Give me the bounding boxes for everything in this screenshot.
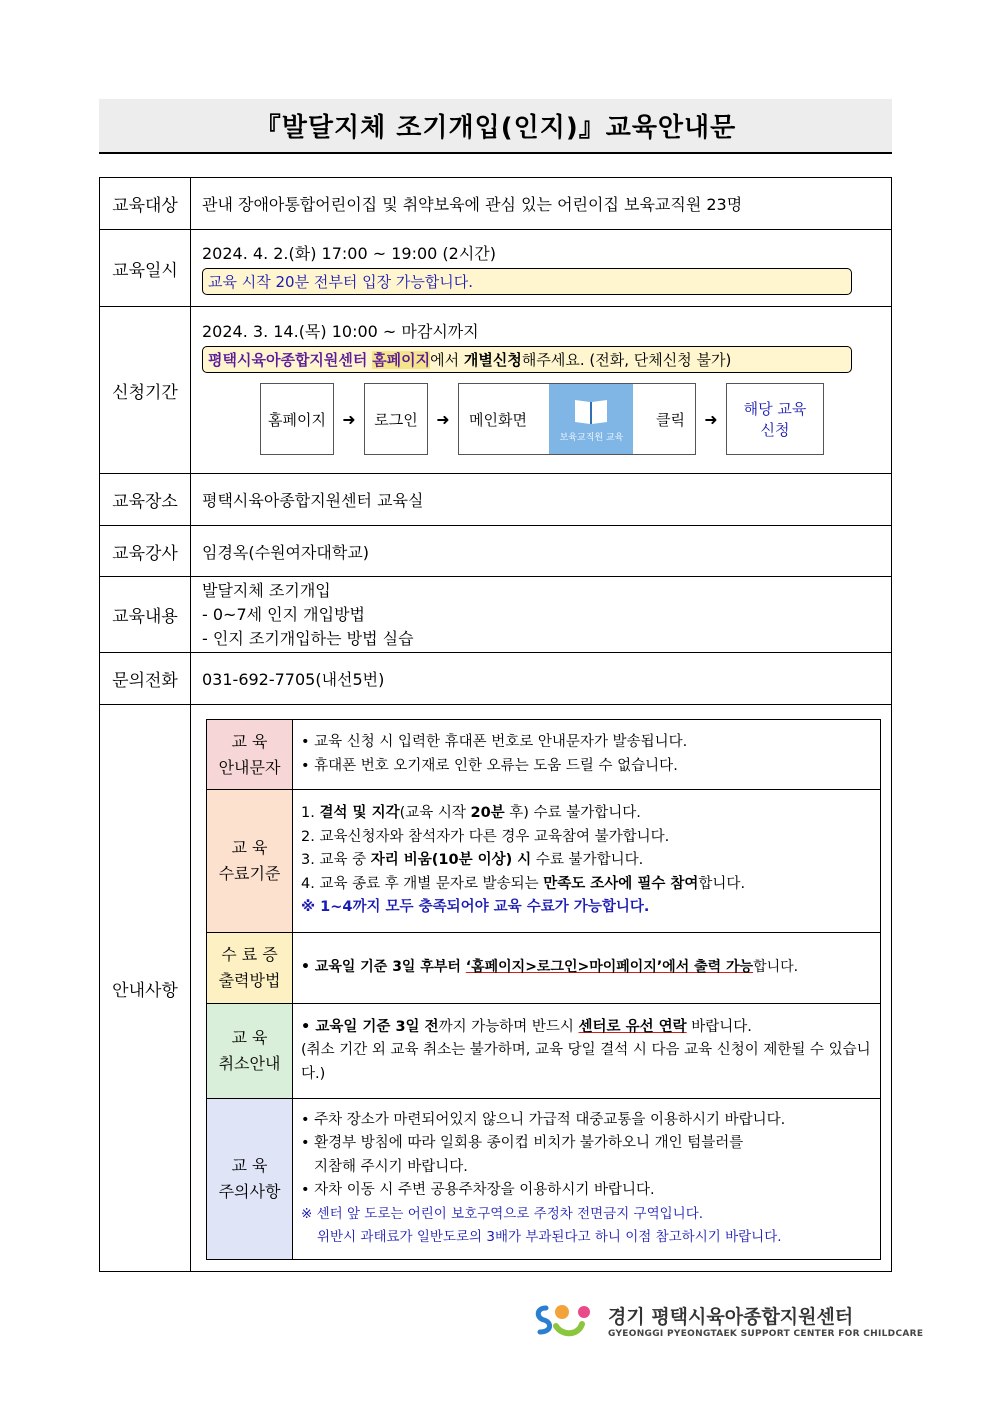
date-note: 교육 시작 20분 전부터 입장 가능합니다. — [202, 268, 852, 295]
value-date: 2024. 4. 2.(화) 17:00 ~ 19:00 (2시간) — [202, 244, 496, 263]
label-apply: 신청기간 — [100, 307, 191, 473]
value-target: 관내 장애아통합어린이집 및 취약보육에 관심 있는 어린이집 보육교직원 23명 — [202, 195, 743, 214]
content-line: - 0~7세 인지 개입방법 — [202, 604, 365, 624]
value-phone: 031-692-7705(내선5번) — [202, 670, 385, 689]
value-lecturer: 임경옥(수원여자대학교) — [202, 542, 370, 562]
label-target: 교육대상 — [100, 178, 191, 229]
label-date: 교육일시 — [100, 230, 191, 306]
step-login: 로그인 — [364, 383, 428, 455]
arrow-icon: ➜ — [436, 409, 450, 429]
row-target — [100, 178, 891, 230]
notice-criteria: 교 육 수료기준 1. 결석 및 지각(교육 시작 20분 후) 수료 불가합니다. 2. 교육신청자와 참석자가 다른 경우 교육참여 불가합니다. 3. 교육 중 자리 비움(10분 이상) 시 수료 불가합니다. 4. 교육 종료 후 개별 문자로 발송되는 만족도 조사에 필수 참여합니다. ※ 1~4까지 모두 충족되어야 교육 수료가 가능합니다. — [207, 790, 880, 933]
row-phone — [100, 653, 891, 705]
notice-sms: 교 육 안내문자 • 교육 신청 시 입력한 휴대폰 번호로 안내문자가 발송됩니다. • 휴대폰 번호 오기재로 인한 오류는 도움 드릴 수 없습니다. — [207, 720, 880, 790]
label-notice: 안내사항 — [100, 705, 191, 1271]
value-place: 평택시육아종합지원센터 교육실 — [202, 491, 424, 510]
apply-steps — [260, 383, 880, 455]
label-content: 교육내용 — [100, 577, 191, 652]
label-lecturer: 교육강사 — [100, 526, 191, 576]
content-line: 발달지체 조기개입 — [202, 580, 331, 600]
row-apply — [100, 307, 891, 474]
arrow-icon: ➜ — [704, 409, 718, 429]
label-place: 교육장소 — [100, 474, 191, 525]
content-line: - 인지 조기개입하는 방법 실습 — [202, 628, 414, 648]
open-book-icon — [573, 396, 609, 426]
apply-note: 평택시육아종합지원센터 홈페이지에서 개별신청해주세요. (전화, 단체신청 불가) — [202, 346, 852, 373]
step-main-screen: 메인화면 보육교직원 교육 클릭 — [458, 383, 696, 455]
center-logo-icon — [532, 1300, 602, 1340]
row-place — [100, 474, 891, 526]
book-icon: 보육교직원 교육 — [549, 384, 633, 454]
footer-name-en: GYEONGGI PYEONGTAEK SUPPORT CENTER FOR CHILDCARE — [608, 1328, 924, 1339]
row-notice — [100, 705, 891, 1271]
footer-logo — [532, 1300, 923, 1340]
step-homepage: 홈페이지 — [260, 383, 334, 455]
page-title: 『발달지체 조기개입(인지)』교육안내문 — [99, 99, 892, 154]
notice-table — [206, 719, 881, 1260]
label-phone: 문의전화 — [100, 653, 191, 704]
footer-name: 경기 평택시육아종합지원센터 — [608, 1305, 854, 1328]
notice-certificate: 수 료 증 출력방법 • 교육일 기준 3일 후부터 ‘홈페이지>로그인>마이페이지’에서 출력 가능합니다. — [207, 933, 880, 1004]
step-apply: 해당 교육 신청 — [726, 383, 824, 455]
row-date — [100, 230, 891, 307]
value-apply: 2024. 3. 14.(목) 10:00 ~ 마감시까지 — [202, 322, 479, 341]
arrow-icon: ➜ — [342, 409, 356, 429]
row-content — [100, 577, 891, 653]
notice-caution: 교 육 주의사항 • 주차 장소가 마련되어있지 않으니 가급적 대중교통을 이용하시기 바랍니다. • 환경부 방침에 따라 일회용 종이컵 비치가 불가하오니 개인 텀블러를 지참해 주시기 바랍니다. • 자차 이동 시 주변 공용주차장을 이용하시기 바랍니다. ※ 센터 앞 도로는 어린이 보호구역으로 주정차 전면금지 구역입니다. 위반시 과태료가 일반도로의 3배가 부과된다고 하니 이점 참고하시기 바랍니다. — [207, 1099, 880, 1259]
notice-cancel: 교 육 취소안내 • 교육일 기준 3일 전까지 가능하며 반드시 센터로 유선 연락 바랍니다. (취소 기간 외 교육 취소는 불가하며, 교육 당일 결석 시 다음 교육 신청이 제한될 수 있습니다.) — [207, 1004, 880, 1099]
row-lecturer — [100, 526, 891, 577]
info-table — [99, 177, 892, 1272]
